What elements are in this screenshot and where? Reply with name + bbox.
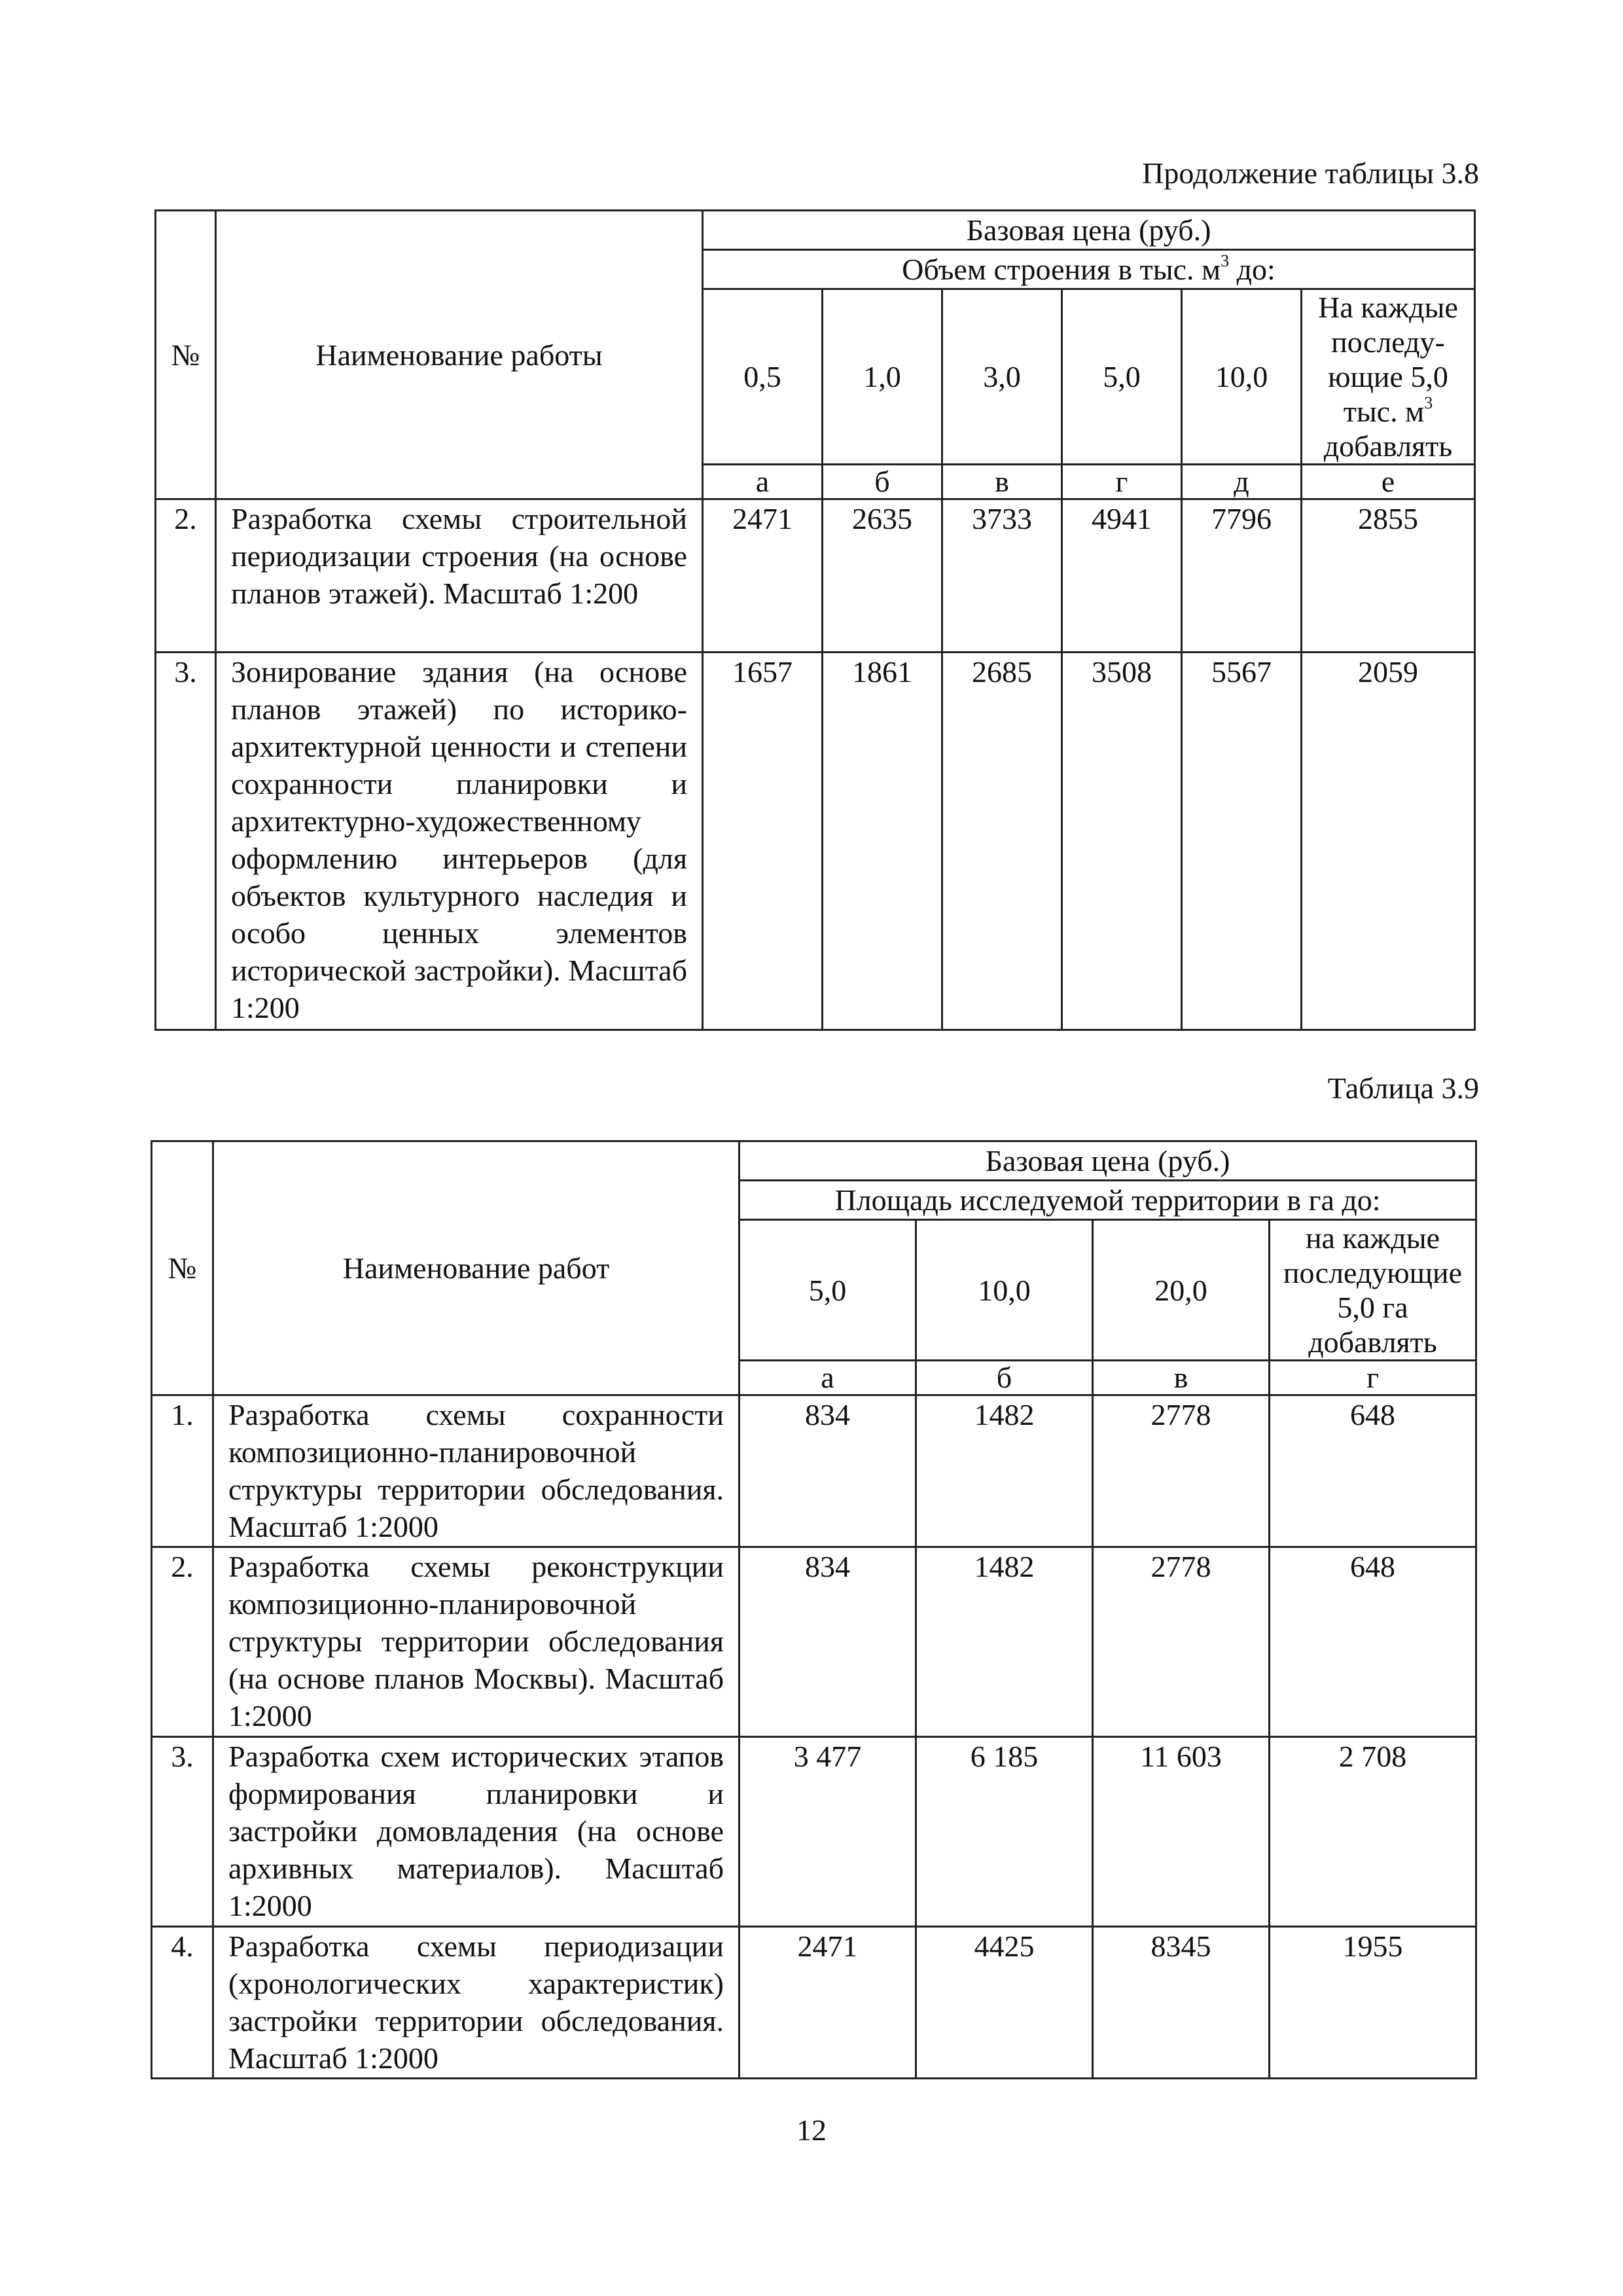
table-row <box>152 1395 1476 1547</box>
value-cell: 4425 <box>916 1927 1093 2079</box>
value-cell: 7796 <box>1182 499 1302 653</box>
header-work-name: Наименование работ <box>213 1141 740 1395</box>
row-number: 1. <box>152 1395 213 1547</box>
value-cell: 2635 <box>823 499 942 653</box>
header-area: Площадь исследуемой территории в га до: <box>740 1181 1476 1220</box>
table-row <box>152 1737 1476 1927</box>
value-cell: 2778 <box>1093 1395 1270 1547</box>
letter-cell: б <box>916 1361 1093 1395</box>
value-cell: 3508 <box>1062 653 1182 1030</box>
value-cell: 8345 <box>1093 1927 1270 2079</box>
letter-cell: в <box>1093 1361 1270 1395</box>
row-number: 4. <box>152 1927 213 2079</box>
row-work-name: Разработка схемы сохранности композиционно-планировочной структуры территории обследования. Масштаб 1:2000 <box>213 1395 740 1547</box>
letter-cell: а <box>740 1361 916 1395</box>
value-cell: 2 708 <box>1270 1737 1476 1927</box>
value-cell: 2778 <box>1093 1547 1270 1737</box>
value-cell: 2059 <box>1302 653 1475 1030</box>
row-work-name: Разработка схемы реконструкции композиционно-планировочной структуры территории обследования (на основе планов Москвы). Масштаб 1:2000 <box>213 1547 740 1737</box>
page-number: 12 <box>796 2113 827 2147</box>
value-cell: 2471 <box>703 499 823 653</box>
col-header-b: 10,0 <box>916 1220 1093 1361</box>
value-cell: 1955 <box>1270 1927 1476 2079</box>
row-work-name: Разработка схем исторических этапов формирования планировки и застройки домовладения (на основе архивных материалов). Масштаб 1:2000 <box>213 1737 740 1927</box>
value-cell: 2685 <box>942 653 1062 1030</box>
value-cell: 11 603 <box>1093 1737 1270 1927</box>
col-header-a: 5,0 <box>740 1220 916 1361</box>
value-cell: 3 477 <box>740 1737 916 1927</box>
value-cell: 4941 <box>1062 499 1182 653</box>
header-base-price: Базовая цена (руб.) <box>740 1141 1476 1181</box>
letter-cell: а <box>703 465 823 499</box>
letter-cell: в <box>942 465 1062 499</box>
value-cell: 6 185 <box>916 1737 1093 1927</box>
letter-cell: е <box>1302 465 1475 499</box>
value-cell: 648 <box>1270 1395 1476 1547</box>
letter-cell: г <box>1270 1361 1476 1395</box>
table-row <box>156 653 1475 1030</box>
col-header-v: 3,0 <box>942 289 1062 465</box>
row-number: 2. <box>152 1547 213 1737</box>
value-cell: 1482 <box>916 1395 1093 1547</box>
row-number: 3. <box>152 1737 213 1927</box>
value-cell: 834 <box>740 1395 916 1547</box>
header-base-price: Базовая цена (руб.) <box>703 211 1475 250</box>
row-number: 3. <box>156 653 216 1030</box>
header-volume: Объем строения в тыс. $м^3$ до: <box>703 250 1475 289</box>
col-header-v: 20,0 <box>1093 1220 1270 1361</box>
value-cell: 2471 <box>740 1927 916 2079</box>
table-row <box>152 1927 1476 2079</box>
col-header-a: 0,5 <box>703 289 823 465</box>
row-work-name: Разработка схемы периодизации (хронологических характеристик) застройки территории обследования. Масштаб 1:2000 <box>213 1927 740 2079</box>
header-row <box>152 1141 1476 1181</box>
header-number: № <box>152 1141 213 1395</box>
table-3-9-caption: Таблица 3.9 <box>1327 1071 1479 1105</box>
col-header-g: на каждые последующие 5,0 га добавлять <box>1270 1220 1476 1361</box>
header-work-name: Наименование работы <box>216 211 703 499</box>
col-header-b: 1,0 <box>823 289 942 465</box>
value-cell: 3733 <box>942 499 1062 653</box>
col-header-d: 10,0 <box>1182 289 1302 465</box>
letter-cell: д <box>1182 465 1302 499</box>
table-row <box>156 499 1475 653</box>
value-cell: 5567 <box>1182 653 1302 1030</box>
value-cell: 648 <box>1270 1547 1476 1737</box>
table-row <box>152 1547 1476 1737</box>
table-3-8 <box>154 209 1476 1031</box>
value-cell: 1861 <box>823 653 942 1030</box>
row-work-name: Разработка схемы строительной периодизации строения (на основе планов этажей). Масштаб 1:200 <box>216 499 703 653</box>
header-row <box>156 211 1475 250</box>
value-cell: 1657 <box>703 653 823 1030</box>
table-3-9 <box>151 1140 1477 2079</box>
value-cell: 834 <box>740 1547 916 1737</box>
col-header-e: На каждые последу- ющие 5,0 тыс. $м^3$ добавлять <box>1302 289 1475 465</box>
col-header-g: 5,0 <box>1062 289 1182 465</box>
header-number: № <box>156 211 216 499</box>
letter-cell: г <box>1062 465 1182 499</box>
letter-cell: б <box>823 465 942 499</box>
row-work-name: Зонирование здания (на основе планов этажей) по историко-архитектурной ценности и степени сохранности планировки и архитектурно-художественному оформлению интерьеров (для объектов культурного наследия и особо ценных элементов исторической застройки). Масштаб 1:200 <box>216 653 703 1030</box>
value-cell: 2855 <box>1302 499 1475 653</box>
row-number: 2. <box>156 499 216 653</box>
table-3-8-caption: Продолжение таблицы 3.8 <box>1142 156 1479 190</box>
value-cell: 1482 <box>916 1547 1093 1737</box>
